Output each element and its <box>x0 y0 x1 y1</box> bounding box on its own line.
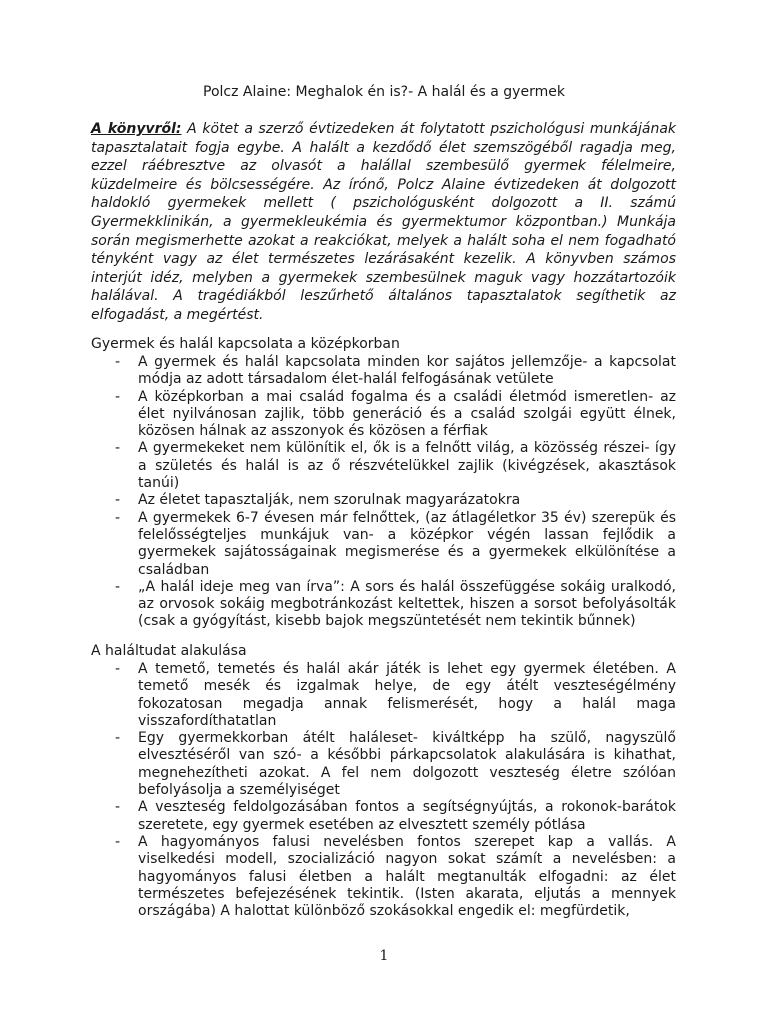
list-item <box>91 799 676 834</box>
list-item-text: A veszteség feldolgozásában fontos a segítségnyújtás, a rokonok-barátok szeretete, egy gyermek esetében az elvesztett személy pótlása <box>138 799 676 833</box>
bullet-dash: - <box>115 661 121 677</box>
list-item-text: Egy gyermekkorban átélt haláleset- kiváltképp ha szülő, nagyszülő elvesztéséről van szó- a későbbi párkapcsolatok alakulására is kihathat, megnehezítheti azokat. A fel nem dolgozott veszteség életre szólóan befolyásolja a személyiséget <box>138 730 676 799</box>
section-middle-ages <box>91 335 676 631</box>
bullet-dash: - <box>115 833 121 850</box>
list-item <box>91 579 676 631</box>
bullet-dash: - <box>115 440 121 457</box>
list-item-text: A gyermekeket nem különítik el, ők is a felnőtt világ, a közösség részei- így a születés és halál is az ő részvételükkel zajlik (kivégzések, akasztások tanúi) <box>138 440 676 492</box>
bullet-dash: - <box>115 578 121 595</box>
list-item <box>91 510 676 579</box>
bullet-dash: - <box>115 730 121 747</box>
list-item-text: A hagyományos falusi nevelésben fontos szerepet kap a vallás. A viselkedési modell, szocializáció nagyon sokat számít a nevelésben: a hagyományos falusi életben a halált megtanulták elfogadni: az élet természetes befejezésének tekintik. (Isten akarata, eljutás a mennyek országába) A halottat különböző szokásokkal engedik el: megfürdetik, <box>138 833 676 920</box>
list-item-text: Az életet tapasztalják, nem szorulnak magyarázatokra <box>138 492 521 509</box>
list-item <box>91 389 676 441</box>
intro-text: A kötet a szerző évtizedeken át folytatott pszichológusi munkájának tapasztalatait fogja egybe. A halált a kezdődő élet szemszögéből ragadja meg, ezzel ráébresztve az olvasót a halállal szembesülő gyermek félelmeire, küzdelmeire és bölcsességére. Az írónő, Polcz Alaine évtizedeken át dolgozott haldokló gyermekek mellett ( pszichológusként dolgozott a II. számú Gyermekklinikán, a gyermekleukémia és gyermektumor központban.) Munkája során megismerhette azokat a reakciókat, melyek a halált soha el nem fogadható tényként vagy az élet természetes lezárásaként kezelik. A könyvben számos interjút idéz, melyben a gyermekek szembesülnek maguk vagy hozzátartozóik halálával. A tragédiákból leszűrhető általános tapasztalatok segíthetik az elfogadást, a megértést. <box>91 121 677 323</box>
document-title: Polcz Alaine: Meghalok én is?- A halál és a gyermek <box>203 84 565 100</box>
list-item <box>91 661 676 730</box>
page-number: 1 <box>379 948 389 964</box>
list-item <box>91 834 676 920</box>
list-item <box>91 492 676 509</box>
section-heading: Gyermek és halál kapcsolata a középkorban <box>91 336 400 352</box>
bullet-dash: - <box>115 509 121 526</box>
list-item-text: A gyermek és halál kapcsolata minden kor sajátos jellemzője- a kapcsolat módja az adott társadalom élet-halál felfogásának vetülete <box>138 354 676 388</box>
section-heading: A haláltudat alakulása <box>91 643 247 659</box>
list-item-text: A gyermekek 6-7 évesen már felnőttek, (az átlagéletkor 35 év) szerepük és felelősségteljes munkájuk van- a középkor végén lassan fejlődik a gyermekek sajátosságainak megismerése és a gyermekek elkülönítése a családban <box>138 509 676 578</box>
list-item <box>91 730 676 799</box>
section-death-awareness <box>91 642 676 920</box>
list-item <box>91 354 676 389</box>
intro-paragraph <box>91 120 676 325</box>
bullet-dash: - <box>115 388 121 405</box>
bullet-dash: - <box>115 354 121 370</box>
bullet-list <box>91 354 676 631</box>
bullet-list <box>91 661 676 920</box>
list-item-text: „A halál ideje meg van írva”: A sors és halál összefüggése sokáig uralkodó, az orvosok sokáig megbotránkozást keltettek, hiszen a sorsot befolyásolták (csak a gyógyítást, kisebb bajok megszüntetését nem tekintik bűnnek) <box>138 578 676 630</box>
list-item <box>91 440 676 492</box>
list-item-text: A temető, temetés és halál akár játék is lehet egy gyermek életében. A temető mesék és izgalmak helye, de egy átélt veszteségélmény fokozatosan megadja annak felismerését, hogy a halál maga visszafordíthatatlan <box>138 661 676 729</box>
bullet-dash: - <box>115 492 121 509</box>
list-item-text: A középkorban a mai család fogalma és a családi életmód ismeretlen- az élet nyilvánosan zajlik, több generáció és a család szolgái együtt élnek, közösen hálnak az asszonyok és közösen a férfiak <box>138 388 676 440</box>
bullet-dash: - <box>115 799 121 816</box>
intro-label: A könyvről: <box>91 121 182 137</box>
